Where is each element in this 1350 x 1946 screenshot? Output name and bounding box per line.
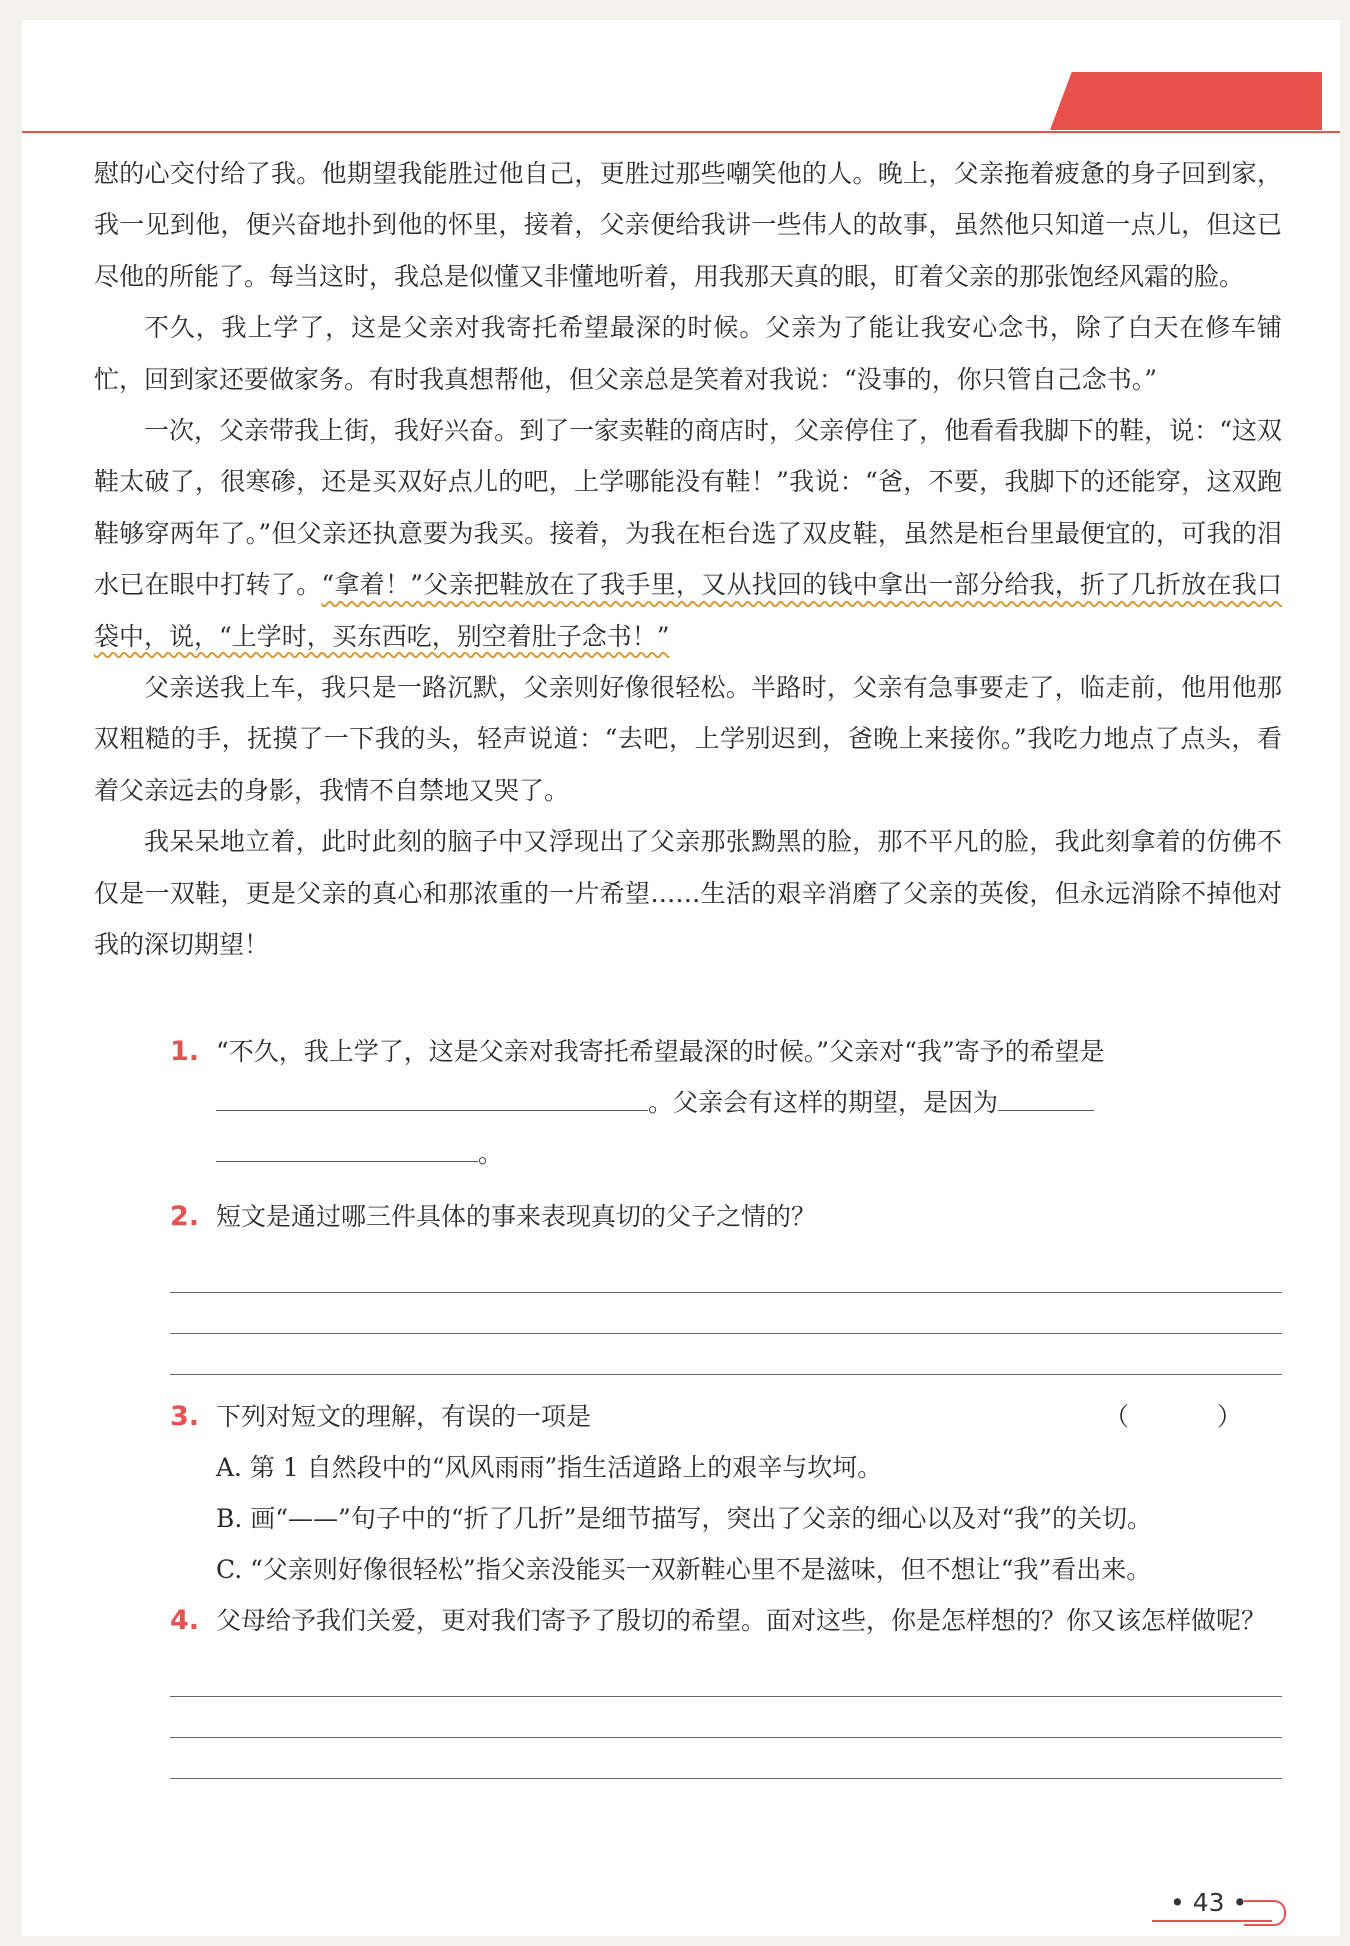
question-1 bbox=[170, 1026, 1282, 1179]
option-a[interactable]: A. 第 1 自然段中的“风风雨雨”指生活道路上的艰辛与坎坷。 bbox=[216, 1453, 883, 1482]
question-4 bbox=[170, 1595, 1282, 1646]
question-text: “不久，我上学了，这是父亲对我寄托希望最深的时候。”父亲对“我”寄予的希望是 bbox=[216, 1037, 1105, 1066]
passage-paragraph-3-text: 一次，父亲带我上街，我好兴奋。到了一家卖鞋的商店时，父亲停住了，他看看我脚下的鞋，说：“这双鞋太破了，很寒碜，还是买双好点儿的吧，上学哪能没有鞋！”我说：“爸，不要，我脚下的还能穿，这双跑鞋够穿两年了。”但父亲还执意要为我买。接着，为我在柜台选了双皮鞋，虽然是柜台里最便宜的，可我的泪水已在眼中打转了。 bbox=[94, 416, 1282, 600]
unit-tab bbox=[1050, 72, 1322, 130]
passage-paragraph-3 bbox=[94, 405, 1282, 662]
question-3 bbox=[170, 1391, 1282, 1442]
passage-paragraph-2: 不久，我上学了，这是父亲对我寄托希望最深的时候。父亲为了能让我安心念书，除了白天在修车铺忙，回到家还要做家务。有时我真想帮他，但父亲总是笑着对我说：“没事的，你只管自己念书。” bbox=[94, 313, 1282, 394]
option-b[interactable]: B. 画“——”句子中的“折了几折”是细节描写，突出了父亲的细心以及对“我”的关切。 bbox=[216, 1504, 1152, 1533]
question-list bbox=[170, 1026, 1282, 1779]
passage-paragraph-4: 父亲送我上车，我只是一路沉默，父亲则好像很轻松。半路时，父亲有急事要走了，临走前，他用他那双粗糙的手，抚摸了一下我的头，轻声说道：“去吧，上学别迟到，爸晚上来接你。”我吃力地点了点头，看着父亲远去的身影，我情不自禁地又哭了。 bbox=[94, 673, 1282, 805]
answer-line[interactable] bbox=[170, 1334, 1282, 1375]
question-text-mid: 。父亲会有这样的期望，是因为 bbox=[648, 1088, 999, 1117]
answer-line[interactable] bbox=[170, 1646, 1282, 1697]
answer-blank[interactable] bbox=[216, 1133, 478, 1162]
header-rule bbox=[22, 131, 1340, 133]
answer-blank[interactable] bbox=[998, 1082, 1094, 1111]
answer-line[interactable] bbox=[170, 1242, 1282, 1293]
question-text: 短文是通过哪三件具体的事来表现真切的父子之情的？ bbox=[216, 1202, 817, 1231]
page-number: • 43 • bbox=[1170, 1888, 1248, 1917]
passage-paragraph-5: 我呆呆地立着，此时此刻的脑子中又浮现出了父亲那张黝黑的脸，那不平凡的脸，我此刻拿着的仿佛不仅是一双鞋，更是父亲的真心和那浓重的一片希望……生活的艰辛消磨了父亲的英俊，但永远消除不掉他对我的深切期望！ bbox=[94, 827, 1282, 960]
answer-line[interactable] bbox=[170, 1293, 1282, 1334]
answer-parentheses[interactable]: （ ） bbox=[1104, 1402, 1282, 1431]
question-text: 下列对短文的理解，有误的一项是 bbox=[216, 1402, 592, 1431]
answer-line[interactable] bbox=[170, 1738, 1282, 1779]
question-text: 父母给予我们关爱，更对我们寄予了殷切的希望。面对这些，你是怎样想的？你又该怎样做呢？ bbox=[216, 1606, 1267, 1635]
wavy-underlined-sentence: “拿着！”父亲把鞋放在了我手里，又从找回的钱中拿出一部分给我，折了几折放在我口袋中，说，“上学时，买东西吃，别空着肚子念书！” bbox=[94, 570, 1282, 651]
answer-blank[interactable] bbox=[216, 1082, 648, 1111]
question-number: 4. bbox=[170, 1605, 200, 1636]
question-number: 3. bbox=[170, 1401, 200, 1432]
question-2 bbox=[170, 1191, 1282, 1242]
answer-line[interactable] bbox=[170, 1697, 1282, 1738]
question-number: 2. bbox=[170, 1201, 200, 1232]
page-swirl-decoration bbox=[1244, 1900, 1286, 1926]
passage-paragraph-1: 慰的心交付给了我。他期望我能胜过他自己，更胜过那些嘲笑他的人。晚上，父亲拖着疲惫的身子回到家，我一见到他，便兴奋地扑到他的怀里，接着，父亲便给我讲一些伟人的故事，虽然他只知道一点儿，但这已尽他的所能了。每当这时，我总是似懂又非懂地听着，用我那天真的眼，盯着父亲的那张饱经风霜的脸。 bbox=[94, 159, 1282, 291]
question-number: 1. bbox=[170, 1036, 200, 1067]
reading-passage bbox=[94, 148, 1282, 971]
option-c[interactable]: C. “父亲则好像很轻松”指父亲没能买一双新鞋心里不是滋味，但不想让“我”看出来。 bbox=[216, 1555, 1152, 1584]
unit-label: 第三单元 bbox=[1154, 35, 1254, 63]
question-text-end: 。 bbox=[478, 1139, 504, 1168]
workbook-page bbox=[22, 20, 1340, 1936]
